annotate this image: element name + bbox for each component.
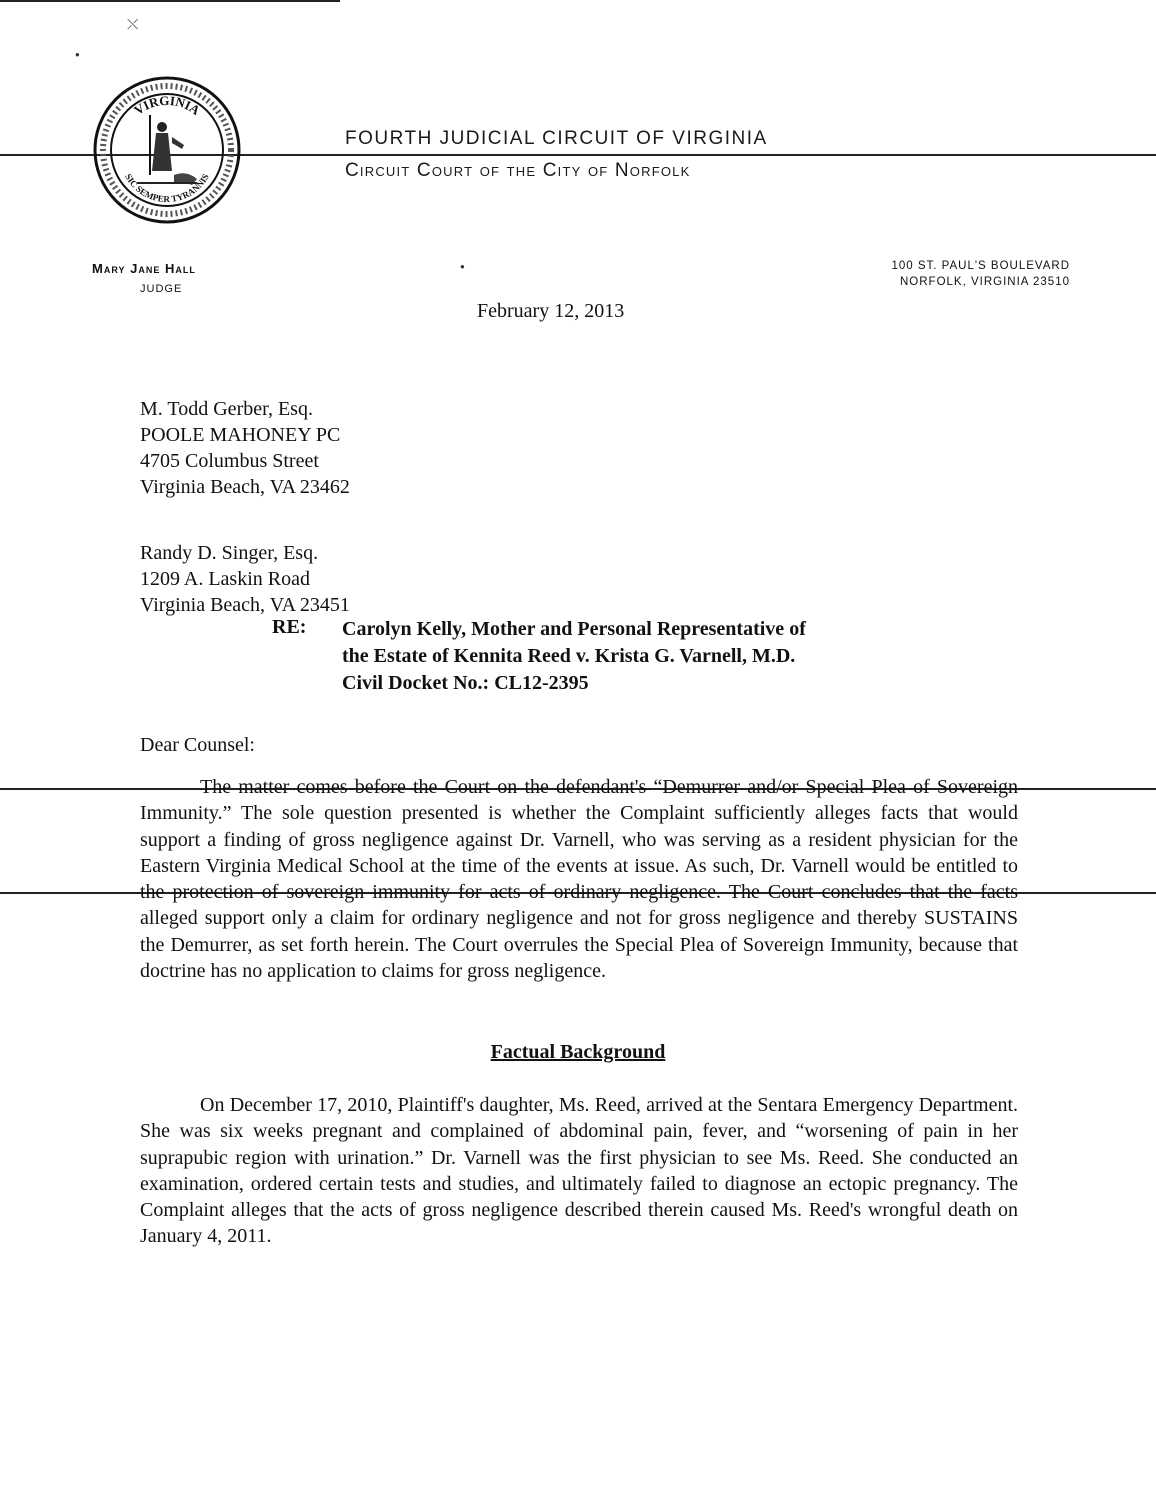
re-line: Civil Docket No.: CL12-2395 (342, 672, 589, 694)
section-heading: Factual Background (490, 1041, 666, 1063)
svg-text:VIRGINIA: VIRGINIA (131, 92, 203, 118)
scan-speck: ● (460, 262, 465, 271)
recipient-line: POOLE MAHONEY PC (140, 424, 341, 446)
salutation: Dear Counsel: (140, 734, 255, 756)
re-line: Carolyn Kelly, Mother and Personal Representative of (342, 618, 806, 640)
recipient-line: Virginia Beach, VA 23451 (140, 594, 350, 616)
scan-speck: ● (75, 50, 80, 59)
court-address-line: NORFOLK, VIRGINIA 23510 (899, 276, 1070, 288)
virginia-seal-icon (92, 75, 242, 225)
recipient-block (140, 396, 350, 500)
scan-artifact-line (0, 0, 340, 2)
court-address-line: 100 ST. PAUL'S BOULEVARD (891, 260, 1070, 272)
recipient-line: M. Todd Gerber, Esq. (140, 398, 313, 420)
body-paragraph: On December 17, 2010, Plaintiff's daughter, Ms. Reed, arrived at the Sentara Emergency Department. She was six weeks pregnant and complained of abdominal pain, fever, and “worsening of pain in her suprapubic region with urination.” Dr. Varnell was the first physician to see Ms. Reed. She conducted an examination, ordered certain tests and studies, and ultimately failed to diagnose an ectopic pregnancy. The Complaint alleges that the acts of gross negligence described therein caused Ms. Reed's wrongful death on January 4, 2011. (140, 1094, 1018, 1248)
recipient-line: 4705 Columbus Street (140, 450, 319, 472)
recipient-line: Randy D. Singer, Esq. (140, 542, 319, 564)
body-paragraph: The matter comes before the Court on the defendant's “Demurrer and/or Special Plea of Sovereign Immunity.” The sole question presented is whether the Complaint sufficiently alleges facts that would support a finding of gross negligence against Dr. Varnell, who was serving as a resident physician for the Eastern Virginia Medical School at the time of the events at issue. As such, Dr. Varnell would be entitled to the protection of sovereign immunity for acts of ordinary negligence. The Court concludes that the facts alleged support only a claim for ordinary negligence and not for gross negligence and thereby SUSTAINS the Demurrer, as set forth herein. The Court overrules the Special Plea of Sovereign Immunity, because that doctrine has no application to claims for gross negligence. (140, 776, 1018, 983)
scan-speck: ⤬ (127, 18, 139, 33)
recipient-line: Virginia Beach, VA 23462 (140, 476, 350, 498)
recipient-block (140, 540, 350, 618)
circuit-name: FOURTH JUDICIAL CIRCUIT OF VIRGINIA (345, 128, 768, 149)
court-name: Circuit Court of the City of Norfolk (345, 160, 691, 181)
judge-name: Mary Jane Hall (92, 261, 196, 276)
judge-title: JUDGE (140, 283, 183, 295)
court-address (891, 258, 1070, 290)
re-subject (342, 616, 806, 697)
re-label: RE: (272, 616, 307, 638)
recipient-line: 1209 A. Laskin Road (140, 568, 310, 590)
svg-text:SIC SEMPER TYRANNIS: SIC SEMPER TYRANNIS (123, 172, 211, 205)
re-line: the Estate of Kennita Reed v. Krista G. Varnell, M.D. (342, 645, 796, 667)
letter-date: February 12, 2013 (477, 300, 625, 322)
